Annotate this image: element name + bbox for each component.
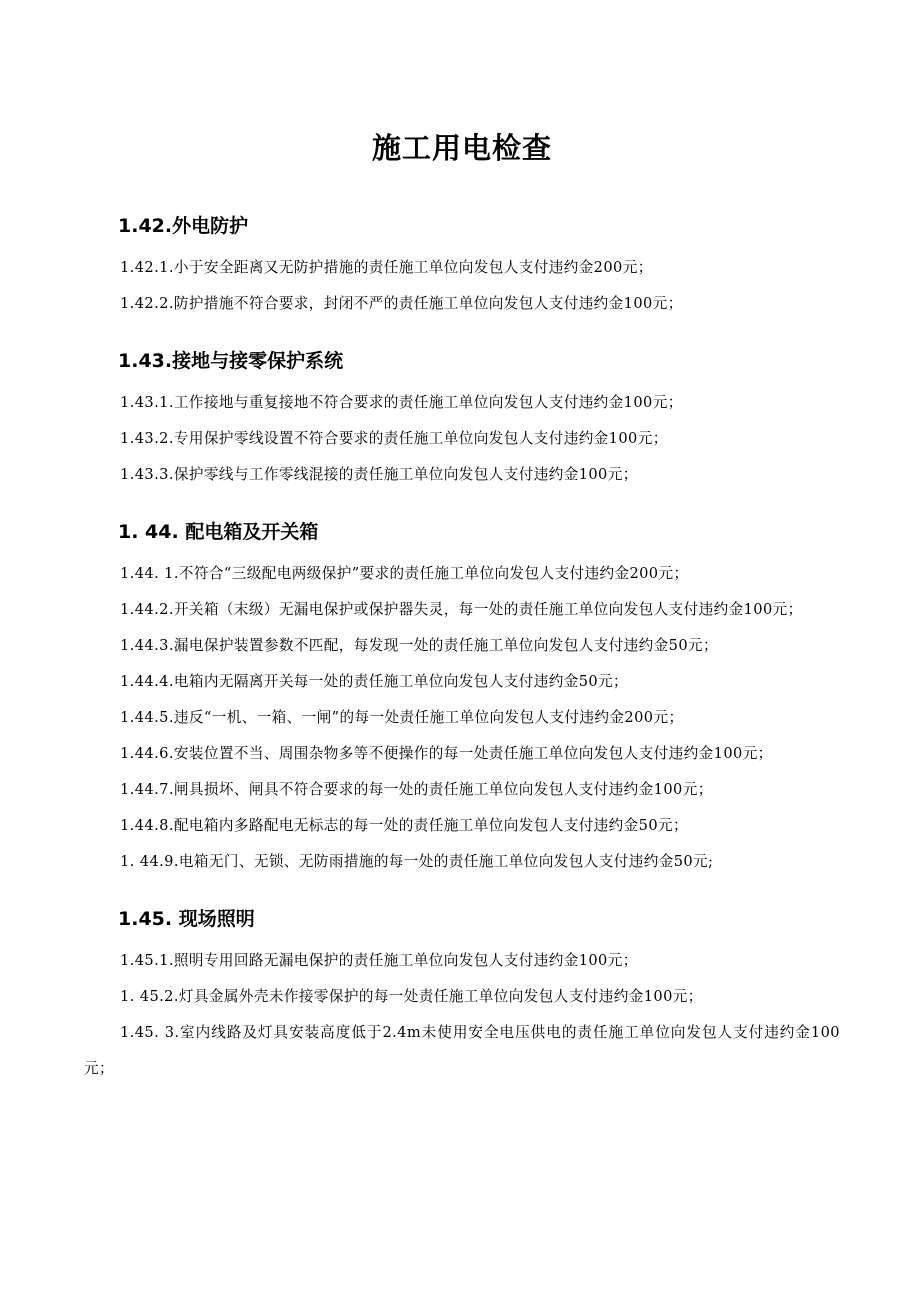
section-grounding <box>84 346 840 493</box>
clause-item: 1.44. 1.不符合“三级配电两级保护”要求的责任施工单位向发包人支付违约金200元； <box>120 565 689 582</box>
section-heading: 1.42.外电防护 <box>118 215 249 237</box>
clause-item: 1.44.4.电箱内无隔离开关每一处的责任施工单位向发包人支付违约金50元； <box>120 673 629 690</box>
clause-item: 1.45.1.照明专用回路无漏电保护的责任施工单位向发包人支付违约金100元； <box>120 952 638 969</box>
section-site-lighting <box>84 904 840 1087</box>
clause-item: 1.42.1.小于安全距离又无防护措施的责任施工单位向发包人支付违约金200元； <box>120 259 653 276</box>
clause-item: 1.44.7.闸具损坏、闸具不符合要求的每一处的责任施工单位向发包人支付违约金100元； <box>120 781 713 798</box>
clause-item: 1.43.1.工作接地与重复接地不符合要求的责任施工单位向发包人支付违约金100元； <box>120 394 683 411</box>
section-distribution-box <box>84 517 840 880</box>
clause-item: 1.43.2.专用保护零线设置不符合要求的责任施工单位向发包人支付违约金100元； <box>120 430 668 447</box>
page-title: 施工用电检查 <box>371 131 552 165</box>
section-external-protection <box>84 211 840 322</box>
clause-item: 1. 44.9.电箱无门、无锁、无防雨措施的每一处的责任施工单位向发包人支付违约金50元; <box>120 853 714 870</box>
clause-item: 1.44.5.违反“一机、一箱、一闸”的每一处责任施工单位向发包人支付违约金200元； <box>120 709 684 726</box>
clause-item: 1.44.2.开关箱（末级）无漏电保护或保护器失灵，每一处的责任施工单位向发包人支付违约金100元； <box>120 601 803 618</box>
section-heading: 1. 44. 配电箱及开关箱 <box>118 521 319 543</box>
section-heading: 1.45. 现场照明 <box>118 908 255 930</box>
clause-item: 1.44.6.安装位置不当、周围杂物多等不便操作的每一处责任施工单位向发包人支付违约金100元； <box>120 745 773 762</box>
clause-item: 1.44.3.漏电保护装置参数不匹配，每发现一处的责任施工单位向发包人支付违约金50元； <box>120 637 719 654</box>
clause-item: 1.42.2.防护措施不符合要求，封闭不严的责任施工单位向发包人支付违约金100元； <box>120 295 683 312</box>
clause-item: 1. 45.2.灯具金属外壳未作接零保护的每一处责任施工单位向发包人支付违约金100元； <box>120 988 703 1005</box>
clause-item: 1.45. 3.室内线路及灯具安装高度低于2.4m未使用安全电压供电的责任施工单位向发包人支付违约金100元； <box>84 1024 840 1077</box>
clause-item: 1.44.8.配电箱内多路配电无标志的每一处的责任施工单位向发包人支付违约金50元； <box>120 817 689 834</box>
clause-item: 1.43.3.保护零线与工作零线混接的责任施工单位向发包人支付违约金100元； <box>120 466 638 483</box>
section-heading: 1.43.接地与接零保护系统 <box>118 350 344 372</box>
